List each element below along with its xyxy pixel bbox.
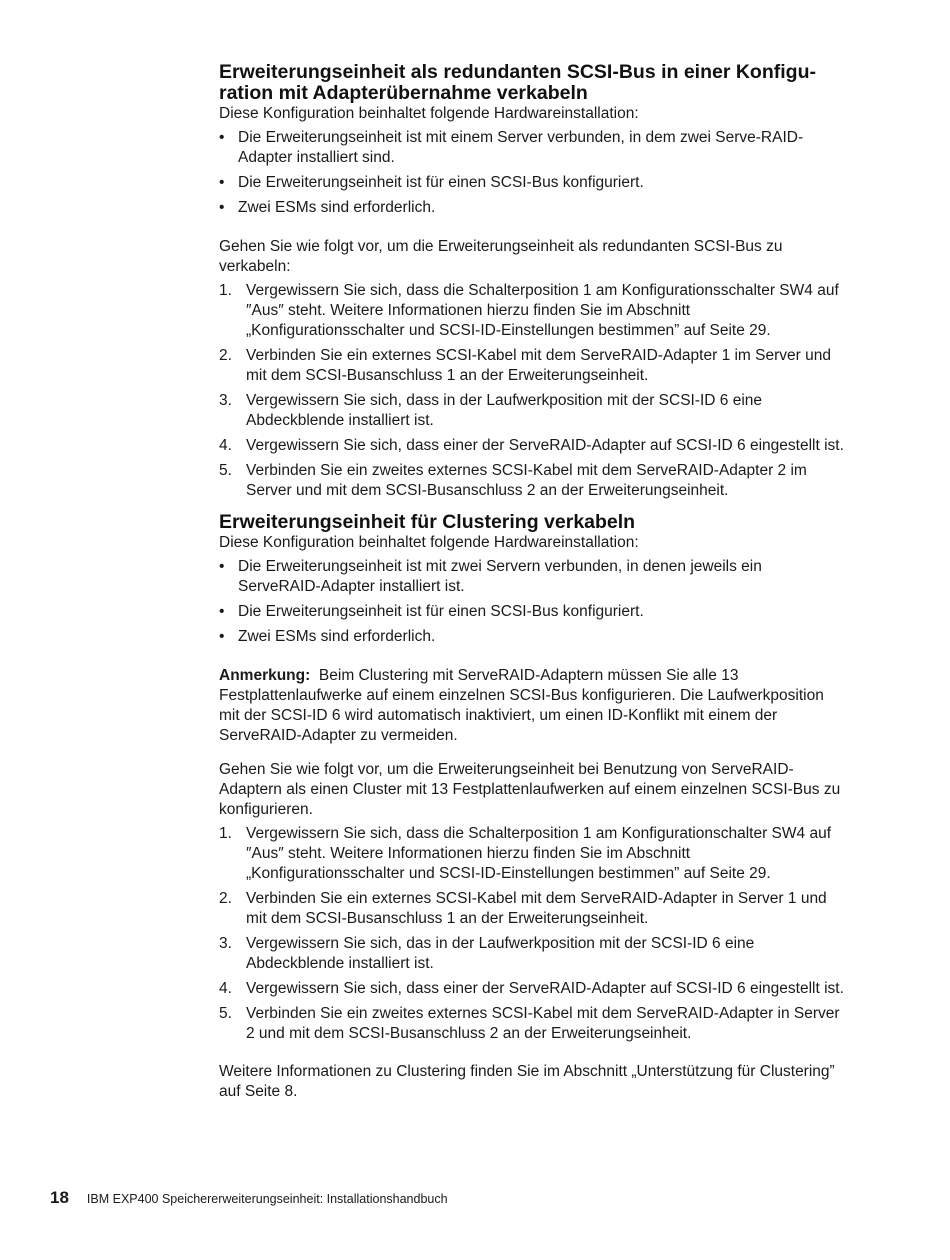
procedure-intro: Gehen Sie wie folgt vor, um die Erweiterungseinheit bei Benutzung von ServeRAID-Adaptern als einen Cluster mit 13 Festplattenlaufwerken auf einem einzelnen SCSI-Bus zu konfigurieren. bbox=[219, 761, 841, 818]
section-intro: Diese Konfiguration beinhaltet folgende Hardwareinstallation: bbox=[219, 534, 639, 551]
heading-line-2: ration mit Adapterübernahme verkabeln bbox=[219, 82, 588, 104]
step-item: 2. Verbinden Sie ein externes SCSI-Kabel mit dem ServeRAID-Adapter in Server 1 und mit dem SCSI-Busanschluss 1 an der Erweiterungseinheit. bbox=[219, 890, 827, 927]
list-item: • Die Erweiterungseinheit ist mit einem Server verbunden, in dem zwei Serve-RAID-Adapter installiert sind. bbox=[219, 129, 804, 166]
bullet-icon: • bbox=[219, 603, 225, 620]
step-item: 3. Vergewissern Sie sich, dass in der Laufwerkposition mit der SCSI-ID 6 eine Abdeckblende installiert ist. bbox=[219, 392, 763, 429]
bullet-icon: • bbox=[219, 558, 225, 575]
list-item: • Die Erweiterungseinheit ist für einen SCSI-Bus konfiguriert. bbox=[219, 603, 644, 620]
bullet-icon: • bbox=[219, 174, 225, 191]
procedure-steps bbox=[219, 824, 844, 1044]
step-item: 1. Vergewissern Sie sich, dass die Schalterposition 1 am Konfigurationschalter SW4 auf ″Aus″ steht. Weitere Informationen hierzu finden Sie im Abschnitt „Konfigurationsschalter und SCSI-ID-Einstellungen bestimmen” auf Seite 29. bbox=[219, 825, 831, 882]
book-title: IBM EXP400 Speichererweiterungseinheit: Installationshandbuch bbox=[86, 1192, 448, 1206]
list-item: • Die Erweiterungseinheit ist für einen SCSI-Bus konfiguriert. bbox=[219, 174, 644, 191]
closing-paragraph: Weitere Informationen zu Clustering finden Sie im Abschnitt „Unterstützung für Clustering” auf Seite 8. bbox=[219, 1063, 835, 1100]
step-item: 5. Verbinden Sie ein zweites externes SCSI-Kabel mit dem ServeRAID-Adapter in Server 2 und mit dem SCSI-Busanschluss 2 an der Erweiterungseinheit. bbox=[219, 1005, 840, 1042]
page-footer bbox=[50, 1188, 448, 1208]
procedure-intro: Gehen Sie wie folgt vor, um die Erweiterungseinheit als redundanten SCSI-Bus zu verkabeln: bbox=[219, 238, 783, 275]
list-item: • Zwei ESMs sind erforderlich. bbox=[219, 199, 436, 216]
step-item: 5. Verbinden Sie ein zweites externes SCSI-Kabel mit dem ServeRAID-Adapter 2 im Server und mit dem SCSI-Busanschluss 2 an der Erweiterungseinheit. bbox=[219, 462, 807, 499]
step-item: 4. Vergewissern Sie sich, dass einer der ServeRAID-Adapter auf SCSI-ID 6 eingestellt ist. bbox=[219, 437, 844, 454]
hardware-bullet-list bbox=[219, 128, 844, 218]
list-item: • Die Erweiterungseinheit ist mit zwei Servern verbunden, in denen jeweils ein ServeRAID-Adapter installiert ist. bbox=[219, 558, 762, 595]
step-item: 4. Vergewissern Sie sich, dass einer der ServeRAID-Adapter auf SCSI-ID 6 eingestellt ist. bbox=[219, 980, 844, 997]
section-intro: Diese Konfiguration beinhaltet folgende Hardwareinstallation: bbox=[219, 105, 639, 122]
step-item: 3. Vergewissern Sie sich, das in der Laufwerkposition mit der SCSI-ID 6 eine Abdeckblende installiert ist. bbox=[219, 935, 755, 972]
bullet-icon: • bbox=[219, 628, 225, 645]
section-heading-clustering: Erweiterungseinheit für Clustering verkabeln bbox=[219, 511, 636, 533]
note-text: Beim Clustering mit ServeRAID-Adaptern müssen Sie alle 13 Festplattenlaufwerke auf einem einzelnen SCSI-Bus konfigurieren. Die Laufwerkposition mit der SCSI-ID 6 wird automatisch inaktiviert, um einen ID-Konflikt mit einem der ServeRAID-Adapter zu vermeiden. bbox=[219, 667, 824, 744]
note-paragraph bbox=[219, 666, 844, 746]
procedure-steps bbox=[219, 281, 844, 501]
bullet-icon: • bbox=[219, 199, 225, 216]
hardware-bullet-list bbox=[219, 557, 844, 647]
step-item: 1. Vergewissern Sie sich, dass die Schalterposition 1 am Konfigurationsschalter SW4 auf ″Aus″ steht. Weitere Informationen hierzu finden Sie im Abschnitt „Konfigurationsschalter und SCSI-ID-Einstellungen bestimmen” auf Seite 29. bbox=[219, 282, 839, 339]
page-number: 18 bbox=[50, 1188, 69, 1207]
note-label: Anmerkung: bbox=[219, 667, 311, 684]
page-content bbox=[219, 62, 844, 1102]
heading-line-1: Erweiterungseinheit als redundanten SCSI-Bus in einer Konfigu- bbox=[219, 61, 816, 83]
list-item: • Zwei ESMs sind erforderlich. bbox=[219, 628, 436, 645]
section-heading-redundant-scsi bbox=[219, 62, 844, 104]
bullet-icon: • bbox=[219, 129, 225, 146]
step-item: 2. Verbinden Sie ein externes SCSI-Kabel mit dem ServeRAID-Adapter 1 im Server und mit dem SCSI-Busanschluss 1 an der Erweiterungseinheit. bbox=[219, 347, 831, 384]
